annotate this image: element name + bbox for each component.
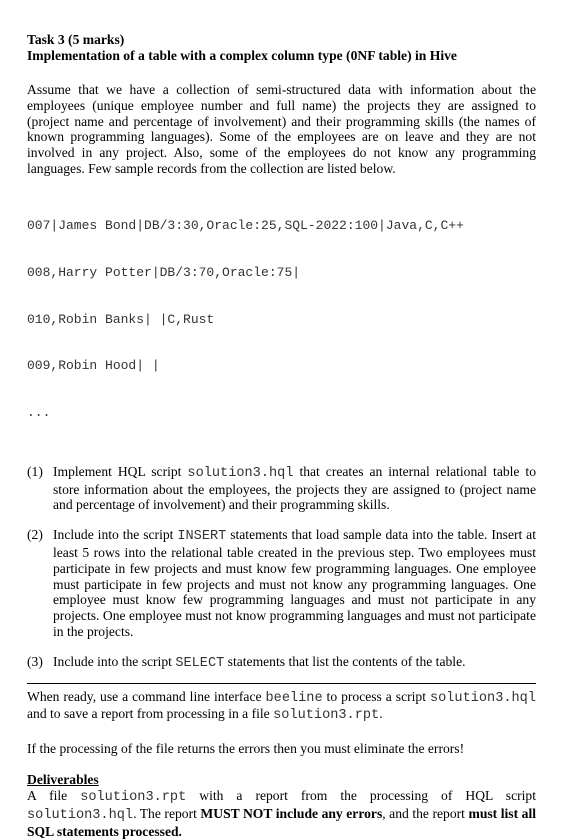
bottom-divider (27, 683, 536, 684)
text-part: When ready, use a command line interface (27, 688, 266, 704)
item-text-part: Include into the script (53, 653, 176, 669)
inline-code: solution3.hql (27, 807, 134, 823)
item-text-part: statements that load sample data into the table. Insert at least 5 rows into the relational table created in the previous step. Two employees must participate in few projects and must know few programming languages. One employee must participate in few projects and must not know any programming languages. One employee must know few programming languages and must not participate in any projects. One employee must not know programming languages and must not participate in the projects. (53, 527, 536, 640)
item-text-part: statements that list the contents of the table. (224, 653, 466, 669)
text-part: and to save a report from processing in a file (27, 706, 274, 722)
item-text-part: Include into the script (53, 527, 178, 543)
sample-line: 009,Robin Hood| | (27, 358, 160, 374)
list-item-1 (27, 464, 536, 513)
list-item-2 (27, 527, 536, 640)
deliverables-paragraph (27, 788, 536, 839)
sample-line: ... (27, 405, 51, 421)
deliverables-heading: Deliverables (27, 772, 99, 788)
inline-code: beeline (265, 690, 323, 706)
inline-code: solution3.rpt (273, 708, 380, 724)
task-subheading: Implementation of a table with a complex column type (0NF table) in Hive (27, 48, 457, 63)
inline-code: INSERT (177, 529, 227, 545)
text-part: . (178, 823, 182, 839)
intro-paragraph: Assume that we have a collection of semi-structured data with information about the employees (unique employee number and full name) the projects they are assigned to (project name and percentage of involvement) and their programming skills (the names of known programming languages). Some of the employees are on leave and they are not involved in any project. Also, some of the employees do not know any programming languages. Few sample records from the collection are listed below. (27, 82, 536, 176)
text-part: with a report from the processing of HQL script (186, 788, 537, 804)
item-text (53, 464, 536, 513)
sample-line: 010,Robin Banks| |C,Rust (27, 311, 215, 327)
task-heading: Task 3 (5 marks) (27, 32, 125, 47)
document-page (27, 32, 536, 839)
item-text (53, 527, 536, 640)
sample-line: 008,Harry Potter|DB/3:70,Oracle:75| (27, 264, 301, 280)
text-part: , and the report (382, 805, 469, 821)
item-text-part: Implement HQL script (53, 463, 188, 479)
sample-records (27, 187, 536, 452)
item-number: (1) (27, 463, 43, 479)
emphasis-text: must list all SQL statements processed (27, 805, 536, 839)
list-item-3 (27, 654, 536, 672)
item-number: (3) (27, 653, 43, 669)
inline-code: solution3.rpt (80, 790, 187, 806)
inline-code: solution3.hql (429, 690, 536, 706)
item-text-part: that creates an internal relational table to store information about the employees, the projects they are assigned to (project name and percentage of involvement) and their programming skills. (53, 463, 537, 513)
text-part: A file (27, 788, 81, 804)
text-part: . The report (133, 805, 201, 821)
text-part: . (379, 706, 383, 722)
inline-code: SELECT (175, 655, 225, 671)
text-part: to process a script (322, 688, 430, 704)
errors-note: If the processing of the file returns the errors then you must eliminate the errors! (27, 741, 465, 757)
emphasis-text: MUST NOT include any errors (200, 805, 383, 821)
sample-line: 007|James Bond|DB/3:30,Oracle:25,SQL-2022:100|Java,C,C++ (27, 217, 464, 233)
item-text (53, 654, 536, 672)
inline-code: solution3.hql (187, 465, 294, 481)
item-number: (2) (27, 527, 43, 543)
ready-paragraph (27, 689, 536, 725)
